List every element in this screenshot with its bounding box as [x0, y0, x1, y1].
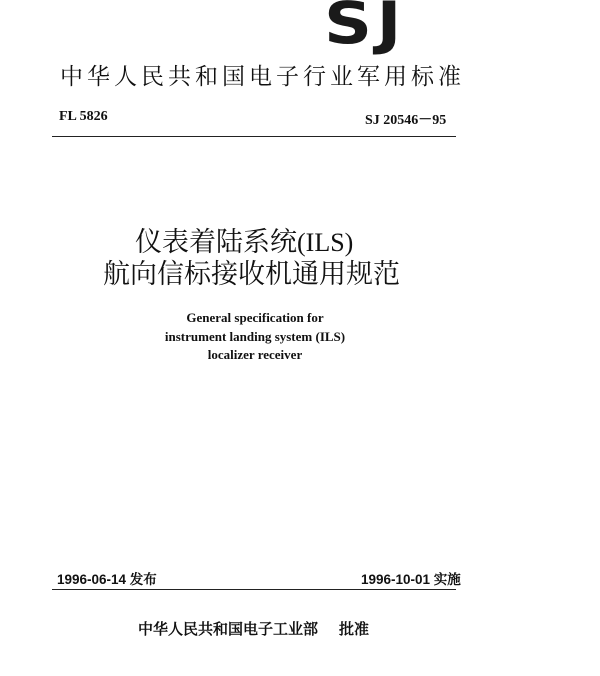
title-cn-line1-text: 仪表着陆系统 — [135, 227, 297, 258]
title-en — [120, 309, 390, 365]
title-en-line1: General specification for — [186, 310, 324, 325]
title-en-line2: instrument landing system (ILS) — [164, 328, 346, 344]
footer-divider — [52, 589, 456, 590]
header-divider — [52, 136, 456, 137]
title-en-line3: localizer receiver — [207, 347, 303, 362]
standard-number: SJ 20546－95 — [365, 113, 447, 128]
org-title: 中华人民共和国电子行业军用标准 — [60, 64, 465, 90]
implement-date: 1996-10-01 实施 — [361, 572, 461, 587]
title-cn-line2: 航向信标接收机通用规范 — [103, 259, 400, 290]
approve-label: 批准 — [339, 620, 370, 638]
title-cn-line1-latin: (ILS) — [297, 228, 354, 257]
issue-date: 1996-06-14 发布 — [57, 572, 157, 587]
approving-authority: 中华人民共和国电子工业部 — [138, 620, 319, 638]
sj-logo: SJ — [324, 0, 407, 57]
classification-code: FL 5826 — [59, 109, 108, 124]
